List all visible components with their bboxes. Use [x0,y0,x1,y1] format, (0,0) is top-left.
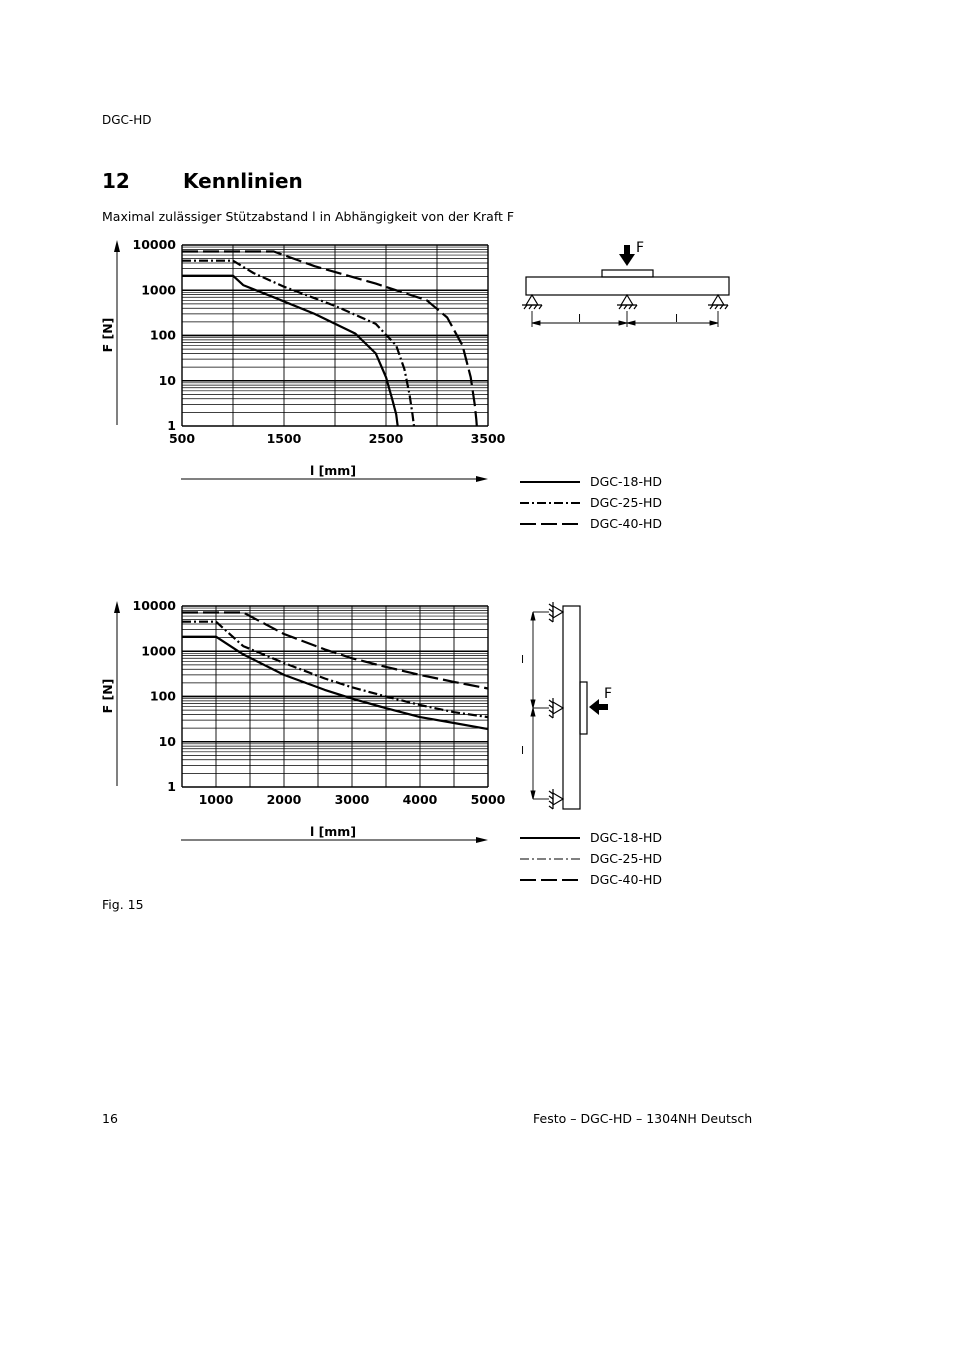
support-middle [617,295,637,309]
legend-swatch-solid [520,477,580,487]
y-tick-label: 100 [149,688,176,704]
legend-chart-2 [520,827,760,890]
legend-label: DGC-18-HD [590,474,662,489]
legend-swatch-dashdot [520,854,580,864]
legend-chart-1 [520,471,760,534]
beam-diagram-vertical [515,596,635,816]
y-tick-label: 10 [158,733,176,749]
legend-item [520,869,760,890]
force-label: F [636,240,645,256]
y-axis-arrowhead-icon [114,240,120,252]
beam [563,606,580,809]
legend-item [520,492,760,513]
x-tick-label: 2000 [266,792,302,807]
force-arrow-down-icon [619,245,635,266]
chart-1 [90,235,520,485]
span-label-2: l [521,744,525,757]
load-plate [580,682,587,734]
y-tick-label: 1 [167,779,176,794]
y-tick-label: 1000 [141,643,176,659]
legend-item [520,827,760,848]
dimension-lines [531,612,549,799]
y-tick-label: 1 [167,418,176,433]
legend-swatch-dashdot [520,498,580,508]
x-tick-label: 5000 [470,792,506,807]
chart-2 [90,596,520,846]
section-number: 12 [102,169,130,193]
legend-swatch-dashed [520,875,580,885]
series-line [182,276,398,426]
legend-item [520,848,760,869]
y-tick-label: 100 [149,327,176,343]
legend-swatch-solid [520,833,580,843]
y-axis-title: F [N] [100,317,115,353]
support-right [708,295,728,309]
page-footer: Festo – DGC-HD – 1304NH Deutsch [533,1111,753,1126]
x-tick-label: 4000 [402,792,438,807]
support-bottom [549,789,563,809]
x-tick-label: 3500 [470,431,506,446]
legend-swatch-dashed [520,519,580,529]
intro-text: Maximal zulässiger Stützabstand l in Abhängigkeit von der Kraft F [102,209,515,224]
x-tick-label: 2500 [368,431,404,446]
legend-item [520,471,760,492]
legend-label: DGC-40-HD [590,516,662,531]
x-axis-title: l [mm] [309,824,357,839]
span-label-1: l [521,653,525,666]
support-middle [549,698,563,718]
y-axis-title: F [N] [100,678,115,714]
legend-label: DGC-25-HD [590,851,662,866]
y-tick-label: 10000 [132,598,176,613]
span-label-1: l [578,312,582,325]
beam [526,277,729,295]
legend-label: DGC-25-HD [590,495,662,510]
x-axis-arrowhead-icon [476,476,488,482]
y-tick-label: 10000 [132,237,176,252]
series-line [182,252,477,427]
x-tick-label: 1000 [198,792,234,807]
x-axis-title: l [mm] [309,463,357,478]
running-header: DGC-HD [102,113,152,127]
x-tick-label: 500 [168,431,196,446]
y-axis-arrowhead-icon [114,601,120,613]
y-tick-label: 1000 [141,282,176,298]
x-tick-label: 3000 [334,792,370,807]
legend-label: DGC-18-HD [590,830,662,845]
force-label: F [604,686,613,702]
figure-caption: Fig. 15 [102,897,144,912]
legend-item [520,513,760,534]
span-label-2: l [675,312,679,325]
x-tick-label: 1500 [266,431,302,446]
section-title: Kennlinien [183,169,303,193]
support-top [549,602,563,622]
x-axis-arrowhead-icon [476,837,488,843]
page-number: 16 [102,1111,118,1126]
dimension-lines [532,311,718,327]
legend-label: DGC-40-HD [590,872,662,887]
load-plate [602,270,653,277]
y-tick-label: 10 [158,372,176,388]
beam-diagram-horizontal [515,235,745,335]
support-left [522,295,542,309]
grid [182,606,488,787]
